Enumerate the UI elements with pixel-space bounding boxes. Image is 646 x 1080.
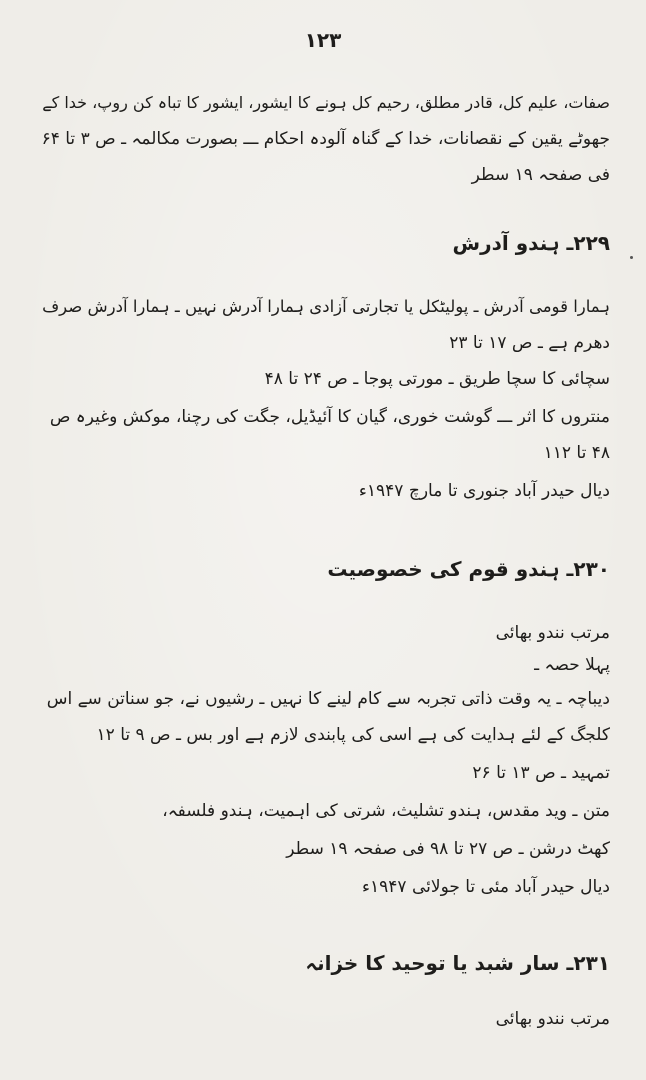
- section-230-p4: کھٹ درشن ـ ص ۲۷ تا ۹۸ فی صفحہ ۱۹ سطر: [286, 839, 610, 859]
- section-230-publication: دیال حیدر آباد مئی تا جولائی ۱۹۴۷ء: [362, 877, 610, 897]
- section-230-part: پہلا حصہ ـ: [534, 655, 610, 675]
- section-229-publication: دیال حیدر آباد جنوری تا مارچ ۱۹۴۷ء: [358, 481, 610, 501]
- section-230-p3: متن ـ وید مقدس، ہندو تشلیث، شرتی کی اہمیت، ہندو فلسفہ،: [162, 801, 610, 821]
- section-229-p3-line-2: ۴۸ تا ۱۱۲: [543, 443, 610, 463]
- intro-line-1: صفات، علیم کل، قادر مطلق، رحیم کل ہونے کا ایشور، ایشور کا تباہ کن روپ، خدا کے: [42, 93, 610, 112]
- intro-line-3: فی صفحہ ۱۹ سطر: [471, 165, 610, 185]
- scan-speck: [630, 256, 633, 259]
- section-229-p1-line-2: دھرم ہے ـ ص ۱۷ تا ۲۳: [449, 333, 610, 353]
- section-231-heading: ۲۳۱ـ سار شبد یا توحید کا خزانہ: [305, 951, 610, 975]
- intro-line-2: جھوٹے یقین کے نقصانات، خدا کے گناہ آلودہ احکام ـــ بصورت مکالمہ ـ ص ۳ تا ۶۴: [41, 129, 610, 149]
- section-229-heading: ۲۲۹ـ ہندو آدرش: [452, 231, 610, 255]
- section-229-p3-line-1: منتروں کا اثر ـــ گوشت خوری، گیان کا آئیڈیل، جگت کی رچنا، موکش وغیرہ ص: [49, 407, 610, 427]
- page-number: ۱۲۳: [304, 28, 342, 52]
- section-229-p2: سچائی کا سچا طریق ـ مورتی پوجا ـ ص ۲۴ تا ۴۸: [264, 369, 610, 389]
- section-230-heading: ۲۳۰ـ ہندو قوم کی خصوصیت: [327, 557, 610, 581]
- section-230-p2: تمہید ـ ص ۱۳ تا ۲۶: [472, 763, 610, 783]
- section-230-p1-line-2: کلجگ کے لئے ہدایت کی ہے اسی کی پابندی لازم ہے اور بس ـ ص ۹ تا ۱۲: [96, 725, 610, 745]
- section-231-compiler: مرتب نندو بھائی: [495, 1009, 610, 1029]
- section-230-p1-line-1: دیباچہ ـ یہ وقت ذاتی تجربہ سے کام لینے کا نہیں ـ رشیوں نے، جو سناتن سے اس: [46, 689, 610, 709]
- section-230-compiler: مرتب نندو بھائی: [495, 623, 610, 643]
- section-229-p1-line-1: ہمارا قومی آدرش ـ پولیٹکل یا تجارتی آزادی ہمارا آدرش نہیں ـ ہمارا آدرش صرف: [42, 297, 610, 316]
